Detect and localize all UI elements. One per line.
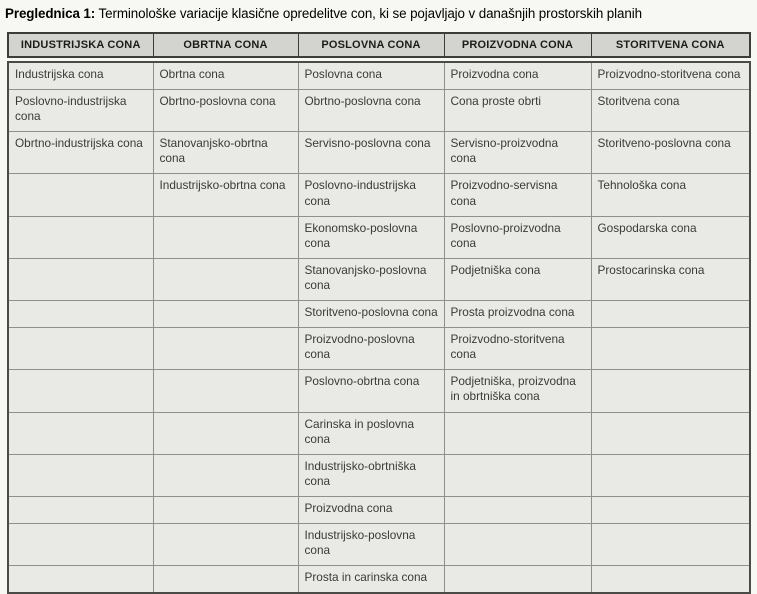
table-row: [8, 174, 750, 216]
column-header-2: OBRTNA CONA: [153, 33, 298, 57]
zone-cell: Poslovno-industrijska cona: [298, 174, 444, 216]
zones-table-header: [7, 32, 751, 58]
table-row: [8, 566, 750, 594]
empty-cell: [8, 301, 153, 328]
column-header-1: INDUSTRIJSKA CONA: [8, 33, 153, 57]
empty-cell: [153, 566, 298, 594]
zone-cell: Industrijska cona: [8, 62, 153, 90]
zone-cell: Proizvodno-poslovna cona: [298, 328, 444, 370]
empty-cell: [153, 370, 298, 412]
zone-cell: Proizvodna cona: [298, 496, 444, 523]
zone-cell: Gospodarska cona: [591, 216, 750, 258]
empty-cell: [153, 454, 298, 496]
table-row: [8, 454, 750, 496]
empty-cell: [591, 496, 750, 523]
zone-cell: Proizvodna cona: [444, 62, 591, 90]
zone-cell: Stanovanjsko-poslovna cona: [298, 258, 444, 300]
empty-cell: [591, 370, 750, 412]
zone-cell: Storitveno-poslovna cona: [591, 132, 750, 174]
empty-cell: [153, 301, 298, 328]
zone-cell: Poslovno-obrtna cona: [298, 370, 444, 412]
zone-cell: Storitvena cona: [591, 90, 750, 132]
zone-cell: Industrijsko-obrtniška cona: [298, 454, 444, 496]
zone-cell: Proizvodno-storitvena cona: [591, 62, 750, 90]
empty-cell: [591, 301, 750, 328]
empty-cell: [591, 412, 750, 454]
zone-cell: Obrtno-poslovna cona: [153, 90, 298, 132]
zone-cell: Podjetniška cona: [444, 258, 591, 300]
zones-table-body: [7, 61, 751, 594]
zone-cell: Proizvodno-servisna cona: [444, 174, 591, 216]
column-header-5: STORITVENA CONA: [591, 33, 750, 57]
empty-cell: [591, 454, 750, 496]
empty-cell: [444, 496, 591, 523]
empty-cell: [591, 566, 750, 594]
zone-cell: Prostocarinska cona: [591, 258, 750, 300]
empty-cell: [8, 174, 153, 216]
table-row: [8, 301, 750, 328]
zone-cell: Ekonomsko-poslovna cona: [298, 216, 444, 258]
zone-cell: Tehnološka cona: [591, 174, 750, 216]
table-row: [8, 496, 750, 523]
table-row: [8, 62, 750, 90]
empty-cell: [444, 566, 591, 594]
empty-cell: [153, 216, 298, 258]
caption-text: Terminološke variacije klasične opredelitve con, ki se pojavljajo v današnjih prostorskih planih: [95, 6, 642, 21]
zone-cell: Industrijsko-poslovna cona: [298, 523, 444, 565]
zone-cell: Carinska in poslovna cona: [298, 412, 444, 454]
zone-cell: Podjetniška, proizvodna in obrtniška cona: [444, 370, 591, 412]
zone-cell: Obrtno-industrijska cona: [8, 132, 153, 174]
header-row: [8, 33, 750, 57]
empty-cell: [8, 496, 153, 523]
zone-cell: Proizvodno-storitvena cona: [444, 328, 591, 370]
empty-cell: [8, 454, 153, 496]
column-header-3: POSLOVNA CONA: [298, 33, 444, 57]
zone-cell: Obrtna cona: [153, 62, 298, 90]
zone-cell: Cona proste obrti: [444, 90, 591, 132]
empty-cell: [153, 496, 298, 523]
empty-cell: [8, 566, 153, 594]
table-row: [8, 523, 750, 565]
zone-cell: Industrijsko-obrtna cona: [153, 174, 298, 216]
table-row: [8, 412, 750, 454]
zone-cell: Servisno-proizvodna cona: [444, 132, 591, 174]
empty-cell: [8, 412, 153, 454]
table-row: [8, 132, 750, 174]
empty-cell: [591, 523, 750, 565]
empty-cell: [153, 523, 298, 565]
empty-cell: [8, 328, 153, 370]
empty-cell: [8, 523, 153, 565]
empty-cell: [444, 454, 591, 496]
table-row: [8, 370, 750, 412]
caption-label: Preglednica 1:: [5, 6, 96, 21]
table-row: [8, 216, 750, 258]
zone-cell: Prosta proizvodna cona: [444, 301, 591, 328]
zone-cell: Prosta in carinska cona: [298, 566, 444, 594]
zone-cell: Servisno-poslovna cona: [298, 132, 444, 174]
zone-cell: Obrtno-poslovna cona: [298, 90, 444, 132]
empty-cell: [444, 412, 591, 454]
empty-cell: [153, 412, 298, 454]
empty-cell: [8, 258, 153, 300]
zone-cell: Stanovanjsko-obrtna cona: [153, 132, 298, 174]
zone-cell: Poslovno-proizvodna cona: [444, 216, 591, 258]
empty-cell: [8, 216, 153, 258]
table-row: [8, 258, 750, 300]
table-body: [8, 62, 750, 593]
table-caption: [5, 6, 753, 23]
zone-cell: Storitveno-poslovna cona: [298, 301, 444, 328]
table-row: [8, 328, 750, 370]
empty-cell: [591, 328, 750, 370]
zone-cell: Poslovno-industrijska cona: [8, 90, 153, 132]
table-row: [8, 90, 750, 132]
column-header-4: PROIZVODNA CONA: [444, 33, 591, 57]
empty-cell: [153, 258, 298, 300]
empty-cell: [444, 523, 591, 565]
zone-cell: Poslovna cona: [298, 62, 444, 90]
empty-cell: [8, 370, 153, 412]
empty-cell: [153, 328, 298, 370]
